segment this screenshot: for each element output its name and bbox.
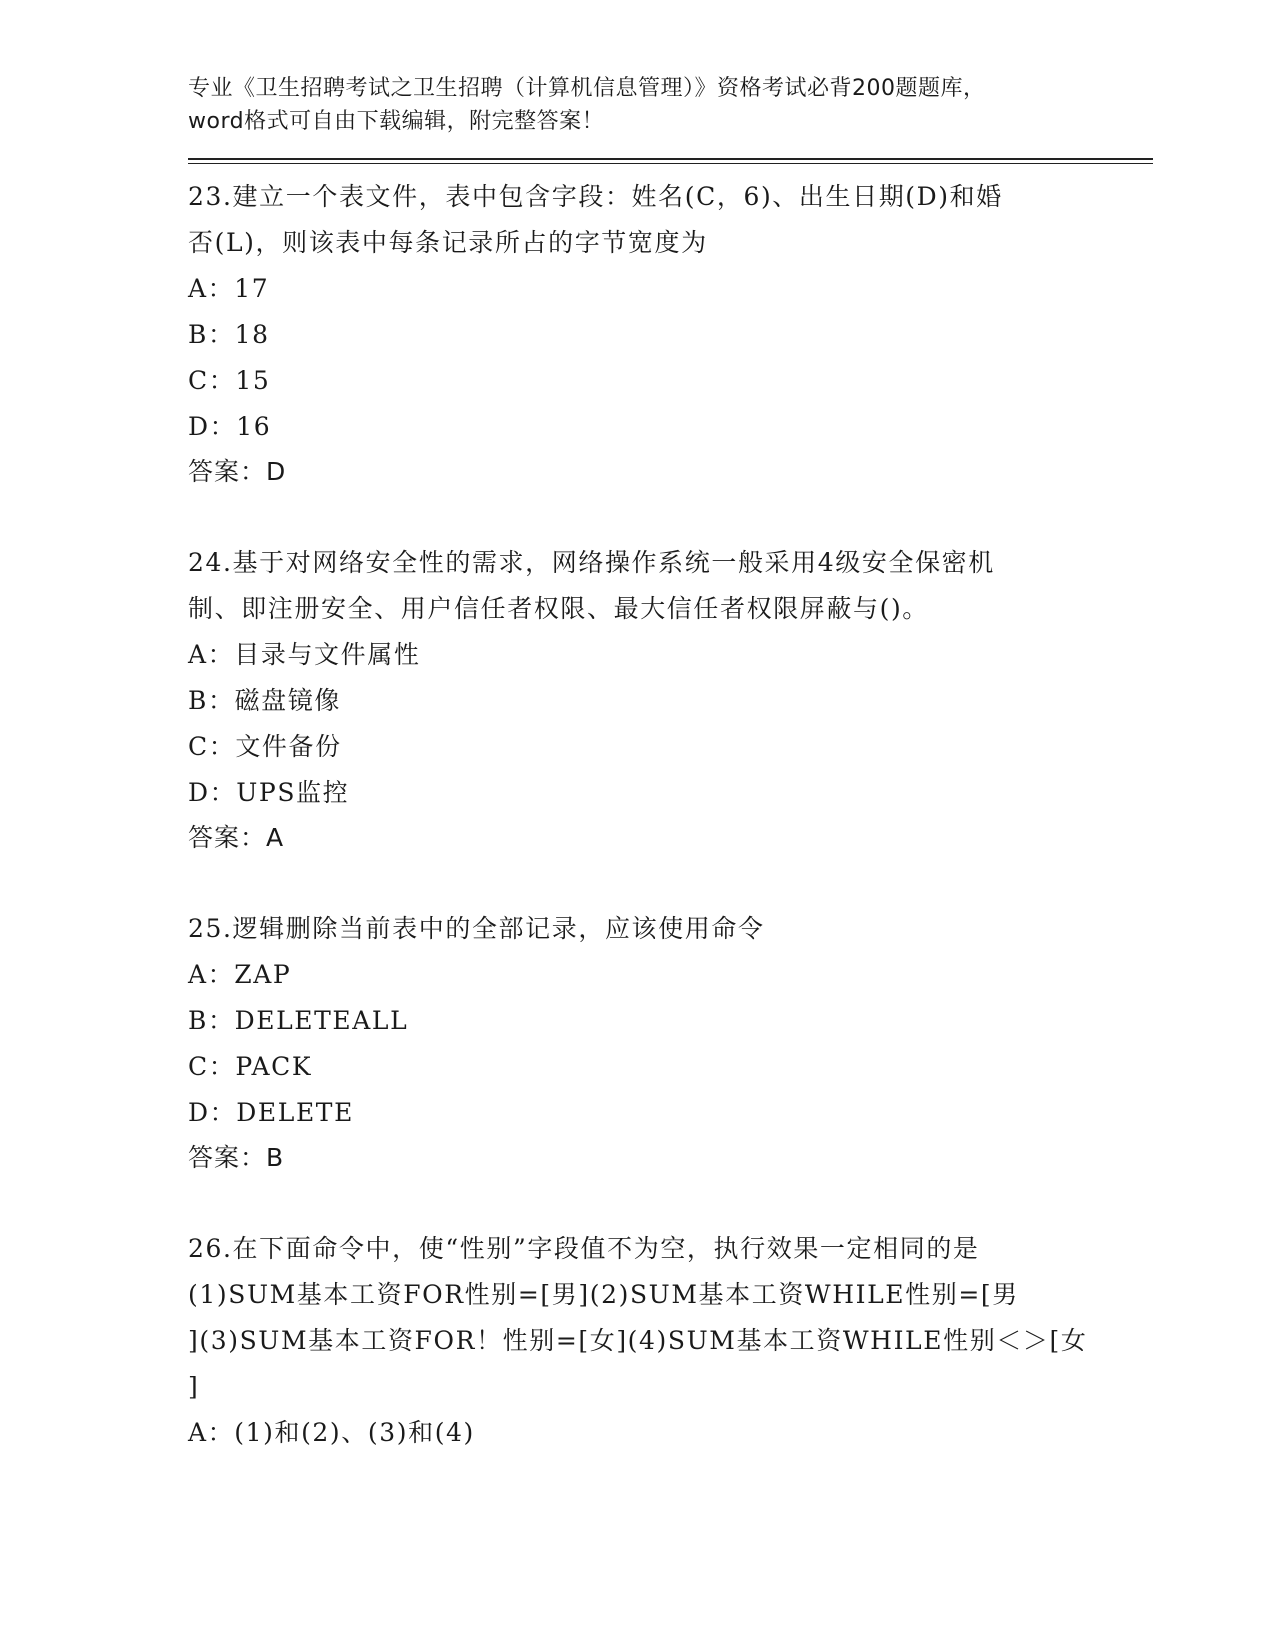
question-23 (188, 174, 1148, 494)
question-text: ](3)SUM基本工资FOR！性别=[女](4)SUM基本工资WHILE性别＜＞[女 (188, 1326, 1088, 1355)
option-a: A：目录与文件属性 (188, 640, 421, 669)
option-d: D：UPS监控 (188, 778, 350, 807)
answer-label: 答案：B (188, 1143, 285, 1172)
question-text: 25.逻辑删除当前表中的全部记录，应该使用命令 (188, 914, 765, 943)
question-text: ] (188, 1372, 200, 1401)
header-divider (188, 158, 1153, 164)
option-a: A：17 (188, 274, 270, 303)
answer-label: 答案：D (188, 457, 287, 486)
question-text: 26.在下面命令中，使“性别”字段值不为空，执行效果一定相同的是 (188, 1234, 980, 1263)
question-text: (1)SUM基本工资FOR性别=[男](2)SUM基本工资WHILE性别=[男 (188, 1280, 1019, 1309)
question-26 (188, 1226, 1148, 1456)
option-d: D：DELETE (188, 1098, 354, 1127)
option-a: A：ZAP (188, 960, 292, 989)
question-24 (188, 540, 1148, 860)
option-d: D：16 (188, 412, 272, 441)
question-list (188, 174, 1148, 1456)
question-text: 否(L)，则该表中每条记录所占的字节宽度为 (188, 228, 708, 257)
question-text: 23.建立一个表文件，表中包含字段：姓名(C，6)、出生日期(D)和婚 (188, 182, 1003, 211)
question-text: 制、即注册安全、用户信任者权限、最大信任者权限屏蔽与()。 (188, 594, 929, 623)
answer-label: 答案：A (188, 823, 285, 852)
option-b: B：18 (188, 320, 270, 349)
question-text: 24.基于对网络安全性的需求，网络操作系统一般采用4级安全保密机 (188, 548, 995, 577)
question-25 (188, 906, 1148, 1180)
option-b: B：DELETEALL (188, 1006, 409, 1035)
header-title-line-1: 专业《卫生招聘考试之卫生招聘（计算机信息管理）》资格考试必背200题题库， (188, 76, 986, 101)
document-page (188, 72, 1148, 1502)
option-c: C：PACK (188, 1052, 313, 1081)
option-c: C：15 (188, 366, 271, 395)
option-b: B：磁盘镜像 (188, 686, 341, 715)
option-a: A：(1)和(2)、(3)和(4) (188, 1418, 475, 1447)
header-title-line-2: word格式可自由下载编辑，附完整答案！ (188, 109, 605, 134)
option-c: C：文件备份 (188, 732, 342, 761)
